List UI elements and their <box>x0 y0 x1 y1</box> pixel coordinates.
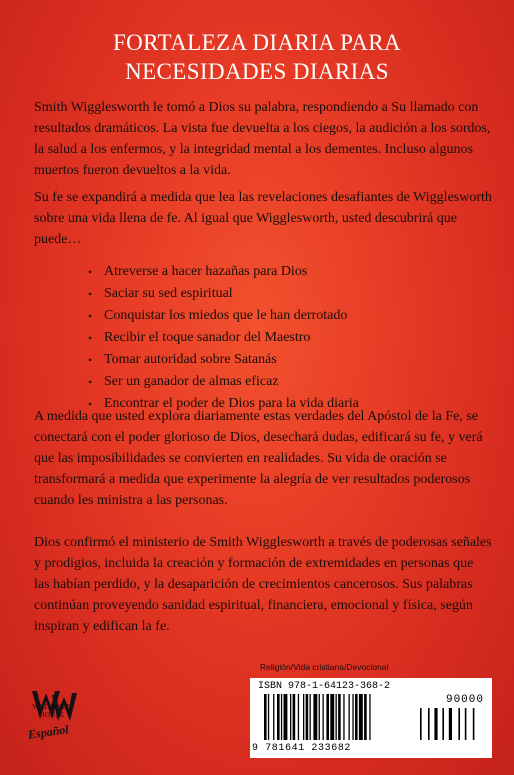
paragraph-intro: Smith Wigglesworth le tomó a Dios su palabra, respondiendo a Su llamado con resultados dramáticos. La vista fue devuelta a los ciegos, la audición a los sordos, la salud a los enfermos, y la integridad mental a los dementes. Incluso algunos muertos fueron devueltos a la vida. <box>34 100 491 178</box>
bullet-icon: • <box>88 287 93 301</box>
list-item <box>88 283 488 305</box>
ean-digits: 9 781641 233682 <box>252 743 352 754</box>
list-item-text: Encontrar el poder de Dios para la vida diaria <box>104 396 360 411</box>
list-item-text: Ser un ganador de almas eficaz <box>104 374 279 389</box>
title-line-2: NECESIDADES DIARIAS <box>125 59 389 84</box>
list-item-text: Tomar autoridad sobre Satanás <box>104 352 277 367</box>
barcode-box <box>250 678 492 758</box>
title-line-1: FORTALEZA DIARIA PARA <box>112 30 402 55</box>
list-item <box>88 371 488 393</box>
bullet-icon: • <box>88 265 93 279</box>
publisher-name-line-1: WHITAKER <box>32 703 72 711</box>
list-item <box>88 261 488 283</box>
list-item-text: Saciar su sed espiritual <box>104 286 233 301</box>
paragraph-faith: Su fe se expandirá a medida que lea las revelaciones desafiantes de Wigglesworth sobre una vida llena de fe. Al igual que Wigglesworth, usted descubrirá que puede… <box>34 190 492 247</box>
list-item-text: Recibir el toque sanador del Maestro <box>104 330 311 345</box>
price-code: 90000 <box>445 694 484 706</box>
bullet-icon: • <box>88 353 93 367</box>
benefits-list <box>88 261 488 415</box>
category-label: Religión/Vida cristiana/Devocional <box>260 662 389 672</box>
list-item <box>88 349 488 371</box>
list-item-text: Conquistar los miedos que le han derrotado <box>104 308 348 323</box>
bullet-icon: • <box>88 331 93 345</box>
bullet-icon: • <box>88 309 93 323</box>
publisher-name-line-2: HOUSE <box>39 711 65 719</box>
paragraph-truths: A medida que usted explora diariamente estas verdades del Apóstol de la Fe, se conectará con el poder glorioso de Dios, desechará dudas, edificará su fe, y verá que las imposibilidades se convierten en realidades. Su vida de oración se transformará a medida que experimente la alegría de ver resultados poderosos cuando les ministra a las personas. <box>34 409 483 508</box>
publisher-name <box>22 703 82 719</box>
list-item-text: Atreverse a hacer hazañas para Dios <box>104 264 308 279</box>
list-item <box>88 327 488 349</box>
publisher-script: Español <box>27 722 70 742</box>
paragraph-ministry: Dios confirmó el ministerio de Smith Wigglesworth a través de poderosas señales y prodigios, incluida la creación y formación de extremidades en personas que las habían perdido, y la desaparición de crecimientos cancerosos. Sus palabras continúan proveyendo sanidad espiritual, financiera, emocional y física, según inspiran y edifican la fe. <box>34 535 492 634</box>
bullet-icon: • <box>88 375 93 389</box>
bullet-icon: • <box>88 397 93 411</box>
list-item <box>88 305 488 327</box>
isbn-text: ISBN 978-1-64123-368-2 <box>258 681 391 692</box>
cover-title <box>0 28 514 86</box>
